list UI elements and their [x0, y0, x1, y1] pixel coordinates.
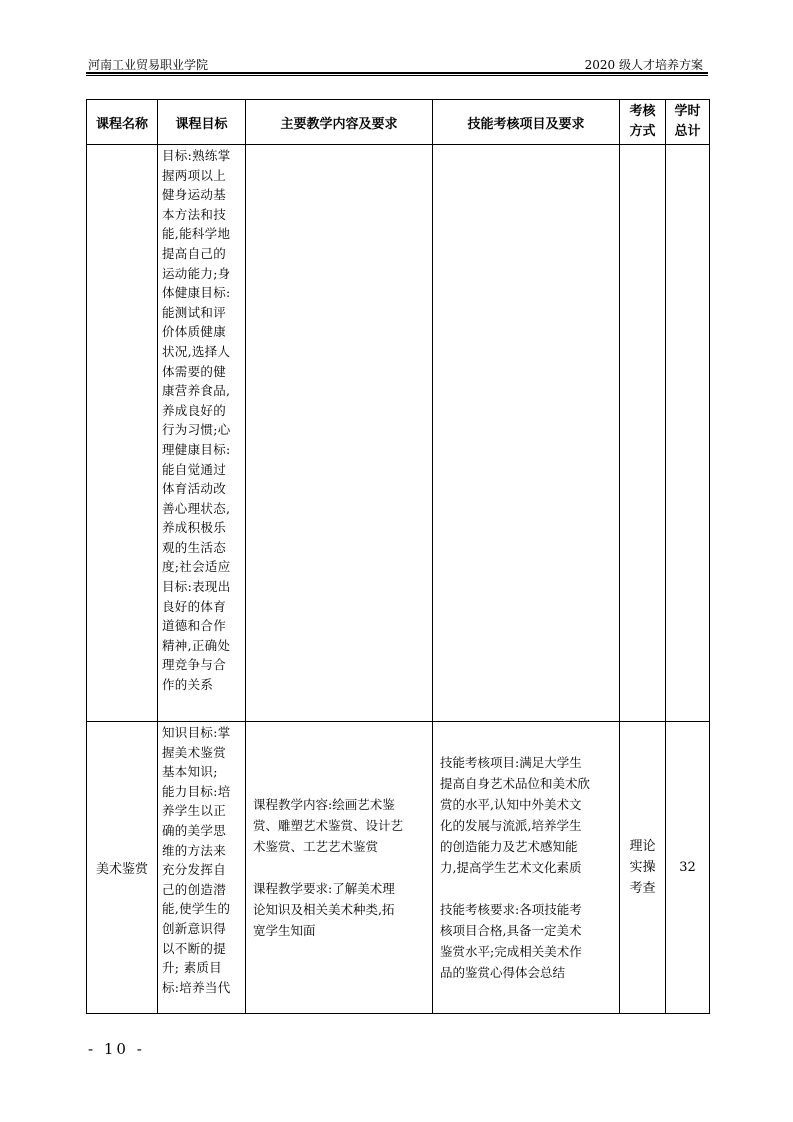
goal-text-line: 善心理状态,	[162, 500, 231, 516]
content-text-line: 课程教学要求:了解美术理	[253, 881, 395, 896]
skills-text-line: 鉴赏水平;完成相关美术作	[440, 944, 582, 959]
goal-text-line: 标:培养当代	[162, 979, 231, 995]
header-rule	[86, 72, 708, 74]
cell-assessment	[620, 145, 666, 722]
assessment-text-line: 实操	[629, 860, 656, 875]
header-rule-thin	[86, 75, 708, 76]
goal-text-line: 养成良好的	[162, 402, 227, 418]
col-header-assessment	[620, 100, 666, 145]
cell-content	[246, 145, 433, 722]
goal-text-line: 握两项以上	[162, 167, 227, 183]
assessment-text-line: 理论	[629, 839, 656, 854]
goal-text-line: 目标:表现出	[162, 579, 231, 595]
goal-text-line: 本方法和技	[162, 206, 227, 222]
cell-course-name: 美术鉴赏	[87, 722, 158, 1014]
goal-text-line: 目标:熟练掌	[162, 148, 231, 163]
table-header-row	[87, 100, 710, 145]
col-header-hours-line: 学时	[674, 104, 701, 119]
skills-text-line: 赏的水平,认知中外美术文	[440, 797, 582, 812]
goal-text-line: 以不断的提	[162, 940, 227, 956]
col-header-assessment-line: 考核	[629, 104, 656, 119]
goal-text-line: 能力目标:培	[162, 783, 231, 799]
goal-text-line: 创新意识得	[162, 920, 227, 936]
skills-text-line: 提高自身艺术品位和美术欣	[440, 776, 591, 791]
content-text-line: 论知识及相关美术种类,拓	[253, 902, 395, 917]
content-text-line: 赏、雕塑艺术鉴赏、设计艺	[253, 818, 404, 833]
header-left-text: 河南工业贸易职业学院	[88, 58, 209, 72]
cell-assessment	[620, 722, 666, 1014]
col-header-content: 主要教学内容及要求	[246, 100, 433, 145]
skills-text-line: 技能考核项目:满足大学生	[440, 755, 582, 770]
cell-course-name	[87, 145, 158, 722]
goal-text-line: 道德和合作	[162, 618, 227, 634]
assessment-text-line: 考查	[629, 881, 656, 896]
cell-hours	[666, 145, 710, 722]
cell-skills	[433, 145, 620, 722]
col-header-course-goal: 课程目标	[158, 100, 246, 145]
content-text-line: 术鉴赏、工艺艺术鉴赏	[253, 839, 379, 854]
header-right-text: 2020 级人才培养方案	[584, 58, 703, 72]
page-number: - 10 -	[88, 1040, 145, 1058]
goal-text-line: 行为习惯;心	[162, 422, 231, 438]
cell-hours: 32	[666, 722, 710, 1014]
goal-text-line: 体需要的健	[162, 363, 227, 379]
goal-text-line: 观的生活态	[162, 539, 227, 555]
goal-text-line: 养成积极乐	[162, 520, 227, 536]
skills-text-line: 化的发展与流派,培养学生	[440, 818, 582, 833]
goal-text-line: 基本知识;	[162, 764, 218, 780]
cell-skills	[433, 722, 620, 1014]
col-header-hours	[666, 100, 710, 145]
cell-content	[246, 722, 433, 1014]
skills-text-line: 力,提高学生艺术文化素质	[440, 860, 582, 875]
skills-text-line: 技能考核要求:各项技能考	[440, 902, 582, 917]
goal-text-line: 良好的体育	[162, 598, 227, 614]
goal-text-line: 养学生以正	[162, 803, 227, 819]
goal-text-line: 健身运动基	[162, 187, 227, 203]
col-header-skills: 技能考核项目及要求	[433, 100, 620, 145]
goal-text-line: 知识目标:掌	[162, 725, 231, 740]
goal-text-line: 状况,选择人	[162, 343, 231, 359]
goal-text-line: 体健康目标:	[162, 285, 231, 301]
curriculum-table	[86, 99, 710, 1014]
goal-text-line: 升; 素质目	[162, 960, 222, 976]
goal-text-line: 价体质健康	[162, 324, 227, 340]
goal-text-line: 握美术鉴赏	[162, 744, 227, 760]
goal-text-line: 提高自己的	[162, 245, 227, 261]
content-text-line: 课程教学内容:绘画艺术鉴	[253, 797, 395, 812]
goal-text-line: 运动能力;身	[162, 265, 231, 281]
goal-text-line: 理竞争与合	[162, 657, 227, 673]
skills-text-line: 核项目合格,具备一定美术	[440, 923, 582, 938]
goal-text-line: 确的美学思	[162, 822, 227, 838]
goal-text-line: 理健康目标:	[162, 441, 231, 457]
goal-text-line: 作的关系	[162, 677, 214, 693]
cell-course-goal	[158, 722, 246, 1014]
goal-text-line: 能自觉通过	[162, 461, 227, 477]
goal-text-line: 能测试和评	[162, 304, 227, 320]
table-row	[87, 145, 710, 722]
col-header-hours-line: 总计	[674, 124, 701, 139]
goal-text-line: 体育活动改	[162, 481, 227, 497]
goal-text-line: 充分发挥自	[162, 862, 227, 878]
goal-text-line: 精神,正确处	[162, 637, 231, 653]
goal-text-line: 度;社会适应	[162, 559, 231, 575]
goal-text-line: 维的方法来	[162, 842, 227, 858]
table-row	[87, 722, 710, 1014]
goal-text-line: 康营养食品,	[162, 383, 231, 399]
goal-text-line: 能,能科学地	[162, 226, 231, 242]
goal-text-line: 己的创造潜	[162, 881, 227, 897]
skills-text-line: 的创造能力及艺术感知能	[440, 839, 578, 854]
cell-course-goal	[158, 145, 246, 722]
skills-text-line: 品的鉴赏心得体会总结	[440, 965, 566, 980]
col-header-assessment-line: 方式	[629, 124, 656, 139]
goal-text-line: 能,使学生的	[162, 901, 231, 917]
content-text-line: 宽学生知面	[253, 923, 316, 938]
col-header-course-name: 课程名称	[87, 100, 158, 145]
